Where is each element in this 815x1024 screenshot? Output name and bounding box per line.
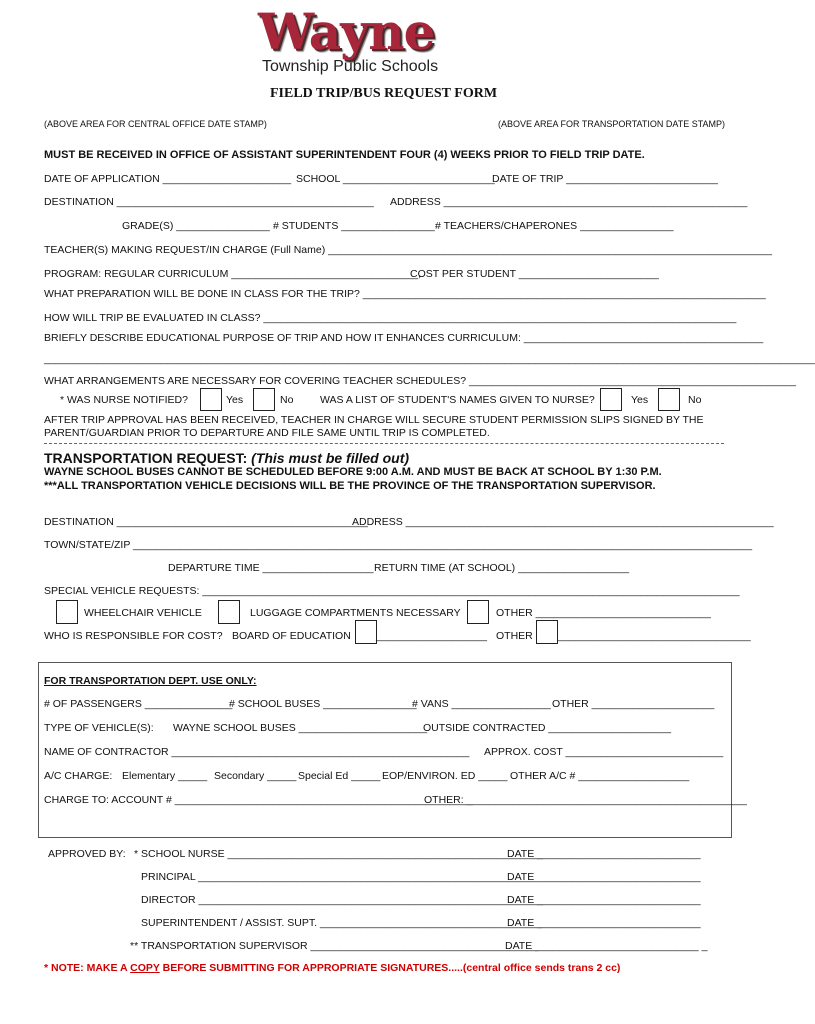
transportation-supervisor-signature[interactable]: ** TRANSPORTATION SUPERVISOR _______________________________________ [130, 940, 539, 952]
director-signature[interactable]: DIRECTOR ___________________________________________________________ [141, 894, 544, 906]
approved-by-label: APPROVED BY: [48, 848, 126, 860]
eop-environ-field[interactable]: EOP/ENVIRON. ED _____ [382, 770, 508, 782]
other-cost-checkbox[interactable] [536, 620, 558, 644]
covering-schedules-field[interactable]: WHAT ARRANGEMENTS ARE NECESSARY FOR COVERING TEACHER SCHEDULES? ________________________________________________________ [44, 375, 796, 387]
vans-field[interactable]: # VANS _________________ [412, 698, 551, 710]
board-of-education-checkbox[interactable] [355, 620, 377, 644]
date-of-trip-field[interactable]: DATE OF TRIP __________________________ [492, 173, 718, 185]
contractor-name-field[interactable]: NAME OF CONTRACTOR ___________________________________________________ [44, 746, 470, 758]
address-field[interactable]: ADDRESS ____________________________________________________ [390, 196, 748, 208]
return-time-field[interactable]: RETURN TIME (AT SCHOOL) ___________________ [374, 562, 630, 574]
bus-time-rule: WAYNE SCHOOL BUSES CANNOT BE SCHEDULED BEFORE 9:00 A.M. AND MUST BE BACK AT SCHOOL BY 1:30 P.M. [44, 466, 662, 478]
wayne-logo: Wayne [258, 2, 435, 61]
elementary-field[interactable]: Elementary _____ [122, 770, 208, 782]
departure-time-field[interactable]: DEPARTURE TIME ___________________ [168, 562, 374, 574]
copy-note-start: * NOTE: MAKE A [44, 962, 131, 974]
wheelchair-label: WHEELCHAIR VEHICLE [84, 607, 202, 619]
list-given-label: WAS A LIST OF STUDENT'S NAMES GIVEN TO NURSE? [320, 394, 595, 406]
list-given-no-label: No [688, 394, 702, 406]
teachers-in-charge-field[interactable]: TEACHER(S) MAKING REQUEST/IN CHARGE (Full Name) ____________________________________________________________________________ [44, 244, 772, 256]
charge-other-field[interactable]: OTHER: ________________________________________________ [424, 794, 747, 806]
school-buses-field[interactable]: # SCHOOL BUSES ________________ [229, 698, 417, 710]
transportation-supervisor-date[interactable]: DATE ____________________________ _ [505, 940, 708, 952]
copy-note [44, 962, 620, 974]
other-vehicle-field[interactable]: OTHER ______________________________ [496, 607, 711, 619]
superintendent-signature[interactable]: SUPERINTENDENT / ASSIST. SUPT. ______________________________________ [141, 917, 542, 929]
cost-per-student-field[interactable]: COST PER STUDENT ________________________ [410, 268, 659, 280]
nurse-notified-yes-checkbox[interactable] [200, 388, 222, 411]
secondary-field[interactable]: Secondary _____ [214, 770, 297, 782]
date-of-application-field[interactable]: DATE OF APPLICATION ______________________ [44, 173, 292, 185]
copy-note-emphasis: COPY [130, 962, 160, 974]
nurse-notified-no-label: No [280, 394, 294, 406]
purpose-field[interactable]: BRIEFLY DESCRIBE EDUCATIONAL PURPOSE OF TRIP AND HOW IT ENHANCES CURRICULUM: _________________________________________ [44, 332, 764, 344]
board-of-education-label: BOARD OF EDUCATION [232, 630, 351, 642]
section-divider [44, 443, 724, 444]
list-given-no-checkbox[interactable] [658, 388, 680, 411]
other-cost-label: OTHER [496, 630, 533, 642]
transportation-stamp-area: (ABOVE AREA FOR TRANSPORTATION DATE STAMP) [498, 119, 726, 129]
evaluation-field[interactable]: HOW WILL TRIP BE EVALUATED IN CLASS? _________________________________________________________________________________ [44, 312, 737, 324]
preparation-field[interactable]: WHAT PREPARATION WILL BE DONE IN CLASS FOR THE TRIP? _____________________________________________________________________ [44, 288, 766, 300]
principal-signature[interactable]: PRINCIPAL __________________________________________________________ [141, 871, 537, 883]
approval-note-line-1: AFTER TRIP APPROVAL HAS BEEN RECEIVED, TEACHER IN CHARGE WILL SECURE STUDENT PERMISSION SLIPS SIGNED BY THE [44, 414, 704, 426]
dept-use-only-heading: FOR TRANSPORTATION DEPT. USE ONLY: [44, 675, 257, 687]
copy-note-end: BEFORE SUBMITTING FOR APPROPRIATE SIGNATURES.....(central office sends trans 2 cc) [159, 962, 621, 974]
purpose-field-line-2[interactable]: ____________________________________________________________________________________________________________________________________ [44, 353, 815, 365]
special-vehicle-requests-field[interactable]: SPECIAL VEHICLE REQUESTS: ____________________________________________________________________________________________ [44, 585, 740, 597]
wheelchair-checkbox[interactable] [56, 600, 78, 624]
form-title: FIELD TRIP/BUS REQUEST FORM [270, 86, 498, 101]
other-vehicles-field[interactable]: OTHER _____________________ [552, 698, 715, 710]
nurse-notified-yes-label: Yes [226, 394, 244, 406]
program-field[interactable]: PROGRAM: REGULAR CURRICULUM ________________________________, [44, 268, 422, 280]
logo-subtitle: Township Public Schools [262, 58, 439, 75]
luggage-checkbox[interactable] [218, 600, 240, 624]
list-given-yes-checkbox[interactable] [600, 388, 622, 411]
deadline-notice: MUST BE RECEIVED IN OFFICE OF ASSISTANT SUPERINTENDENT FOUR (4) WEEKS PRIOR TO FIELD TRIP DATE. [44, 149, 645, 161]
board-of-education-line[interactable]: ___________________ [376, 630, 487, 642]
superintendent-date[interactable]: DATE ____________________________ [507, 917, 701, 929]
responsible-for-cost-label: WHO IS RESPONSIBLE FOR COST? [44, 630, 223, 642]
special-ed-field[interactable]: Special Ed _____ [298, 770, 381, 782]
principal-date[interactable]: DATE ____________________________ [507, 871, 701, 883]
director-date[interactable]: DATE ____________________________ [507, 894, 701, 906]
list-given-yes-label: Yes [631, 394, 649, 406]
nurse-notified-no-checkbox[interactable] [253, 388, 275, 411]
teachers-chaperones-field[interactable]: # TEACHERS/CHAPERONES ________________ [435, 220, 674, 232]
transportation-title: TRANSPORTATION REQUEST: [44, 450, 252, 466]
approval-note-line-2: PARENT/GUARDIAN PRIOR TO DEPARTURE AND FILE SAME UNTIL TRIP IS COMPLETED. [44, 427, 490, 439]
central-office-stamp-area: (ABOVE AREA FOR CENTRAL OFFICE DATE STAMP) [44, 119, 267, 129]
charge-account-field[interactable]: CHARGE TO: ACCOUNT # ___________________________________________________ [44, 794, 473, 806]
other-vehicle-checkbox[interactable] [467, 600, 489, 624]
ac-charge-label: A/C CHARGE: [44, 770, 113, 782]
passengers-field[interactable]: # OF PASSENGERS _______________ [44, 698, 233, 710]
luggage-label: LUGGAGE COMPARTMENTS NECESSARY [250, 607, 461, 619]
school-nurse-date[interactable]: DATE ____________________________ [507, 848, 701, 860]
outside-contracted-field[interactable]: OUTSIDE CONTRACTED _____________________ [423, 722, 672, 734]
town-state-zip-field[interactable]: TOWN/STATE/ZIP __________________________________________________________________________________________________________ [44, 539, 753, 551]
approx-cost-field[interactable]: APPROX. COST ___________________________ [484, 746, 724, 758]
other-ac-field[interactable]: OTHER A/C # ___________________ [510, 770, 690, 782]
transport-destination-field[interactable]: DESTINATION ___________________________________________ [44, 516, 368, 528]
grades-field[interactable]: GRADE(S) ________________ [122, 220, 270, 232]
transportation-title-note: (This must be filled out) [251, 450, 410, 466]
school-field[interactable]: SCHOOL __________________________ [296, 173, 495, 185]
transportation-request-heading [44, 450, 409, 466]
vehicle-type-label: TYPE OF VEHICLE(S): [44, 722, 154, 734]
wayne-buses-field[interactable]: WAYNE SCHOOL BUSES ______________________ [173, 722, 428, 734]
other-cost-line[interactable]: _________________________________ [558, 630, 751, 642]
nurse-notified-label: * WAS NURSE NOTIFIED? [60, 394, 188, 406]
school-nurse-signature[interactable]: * SCHOOL NURSE ______________________________________________________ [134, 848, 543, 860]
transport-address-field[interactable]: ADDRESS _______________________________________________________________ [352, 516, 774, 528]
students-field[interactable]: # STUDENTS ________________ [273, 220, 435, 232]
destination-field[interactable]: DESTINATION ____________________________________________ [44, 196, 374, 208]
supervisor-rule: ***ALL TRANSPORTATION VEHICLE DECISIONS WILL BE THE PROVINCE OF THE TRANSPORTATION SUPERVISOR. [44, 480, 656, 492]
